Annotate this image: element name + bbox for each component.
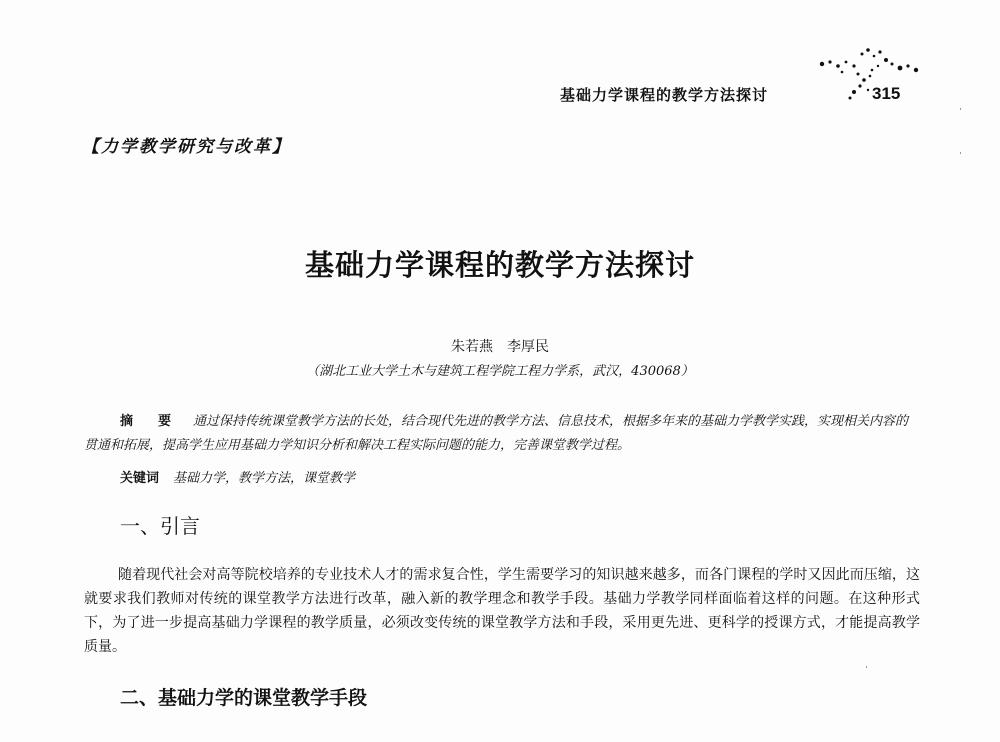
affiliation: （湖北工业大学土木与建筑工程学院工程力学系，武汉，430068） (306, 364, 694, 379)
scan-mark (960, 152, 961, 154)
page-number: 315 (872, 84, 901, 103)
keywords-text: 基础力学，教学方法，课堂教学 (173, 471, 356, 486)
scan-mark (866, 666, 867, 668)
article-title: 基础力学课程的教学方法探讨 (304, 248, 695, 282)
section-heading-teaching-methods: 二、基础力学的课堂教学手段 (120, 687, 368, 709)
abstract-indent (84, 414, 120, 429)
section-heading-introduction: 一、引言 (120, 514, 200, 538)
abstract-text: 通过保持传统课堂教学方法的长处，结合现代先进的教学方法、信息技术，根据多年来的基础力学教学实践，实现相关内容的贯通和拓展，提高学生应用基础力学知识分析和解决工程实际问题的能力，完善课堂教学过程。 (84, 414, 909, 453)
abstract-label: 摘 要 (120, 414, 178, 429)
keywords-label: 关键词 (120, 471, 160, 486)
section-body-introduction: 随着现代社会对高等院校培养的专业技术人才的需求复合性，学生需要学习的知识越来越多，而各门课程的学时又因此而压缩，这就要求我们教师对传统的课堂教学方法进行改革，融入新的教学理念和教学手段。基础力学教学同样面临着这样的问题。在这种形式下，为了进一步提高基础力学课程的教学质量，必须改变传统的课堂教学方法和手段，采用更先进、更科学的授课方式，才能提高教学质量。 (84, 567, 920, 655)
abstract (84, 410, 920, 458)
keywords (120, 467, 355, 486)
authors: 朱若燕 李厚民 (451, 339, 549, 355)
scan-mark (960, 108, 961, 110)
section-tag: 【力学教学研究与改革】 (82, 137, 291, 157)
running-title: 基础力学课程的教学方法探讨 (560, 86, 769, 104)
